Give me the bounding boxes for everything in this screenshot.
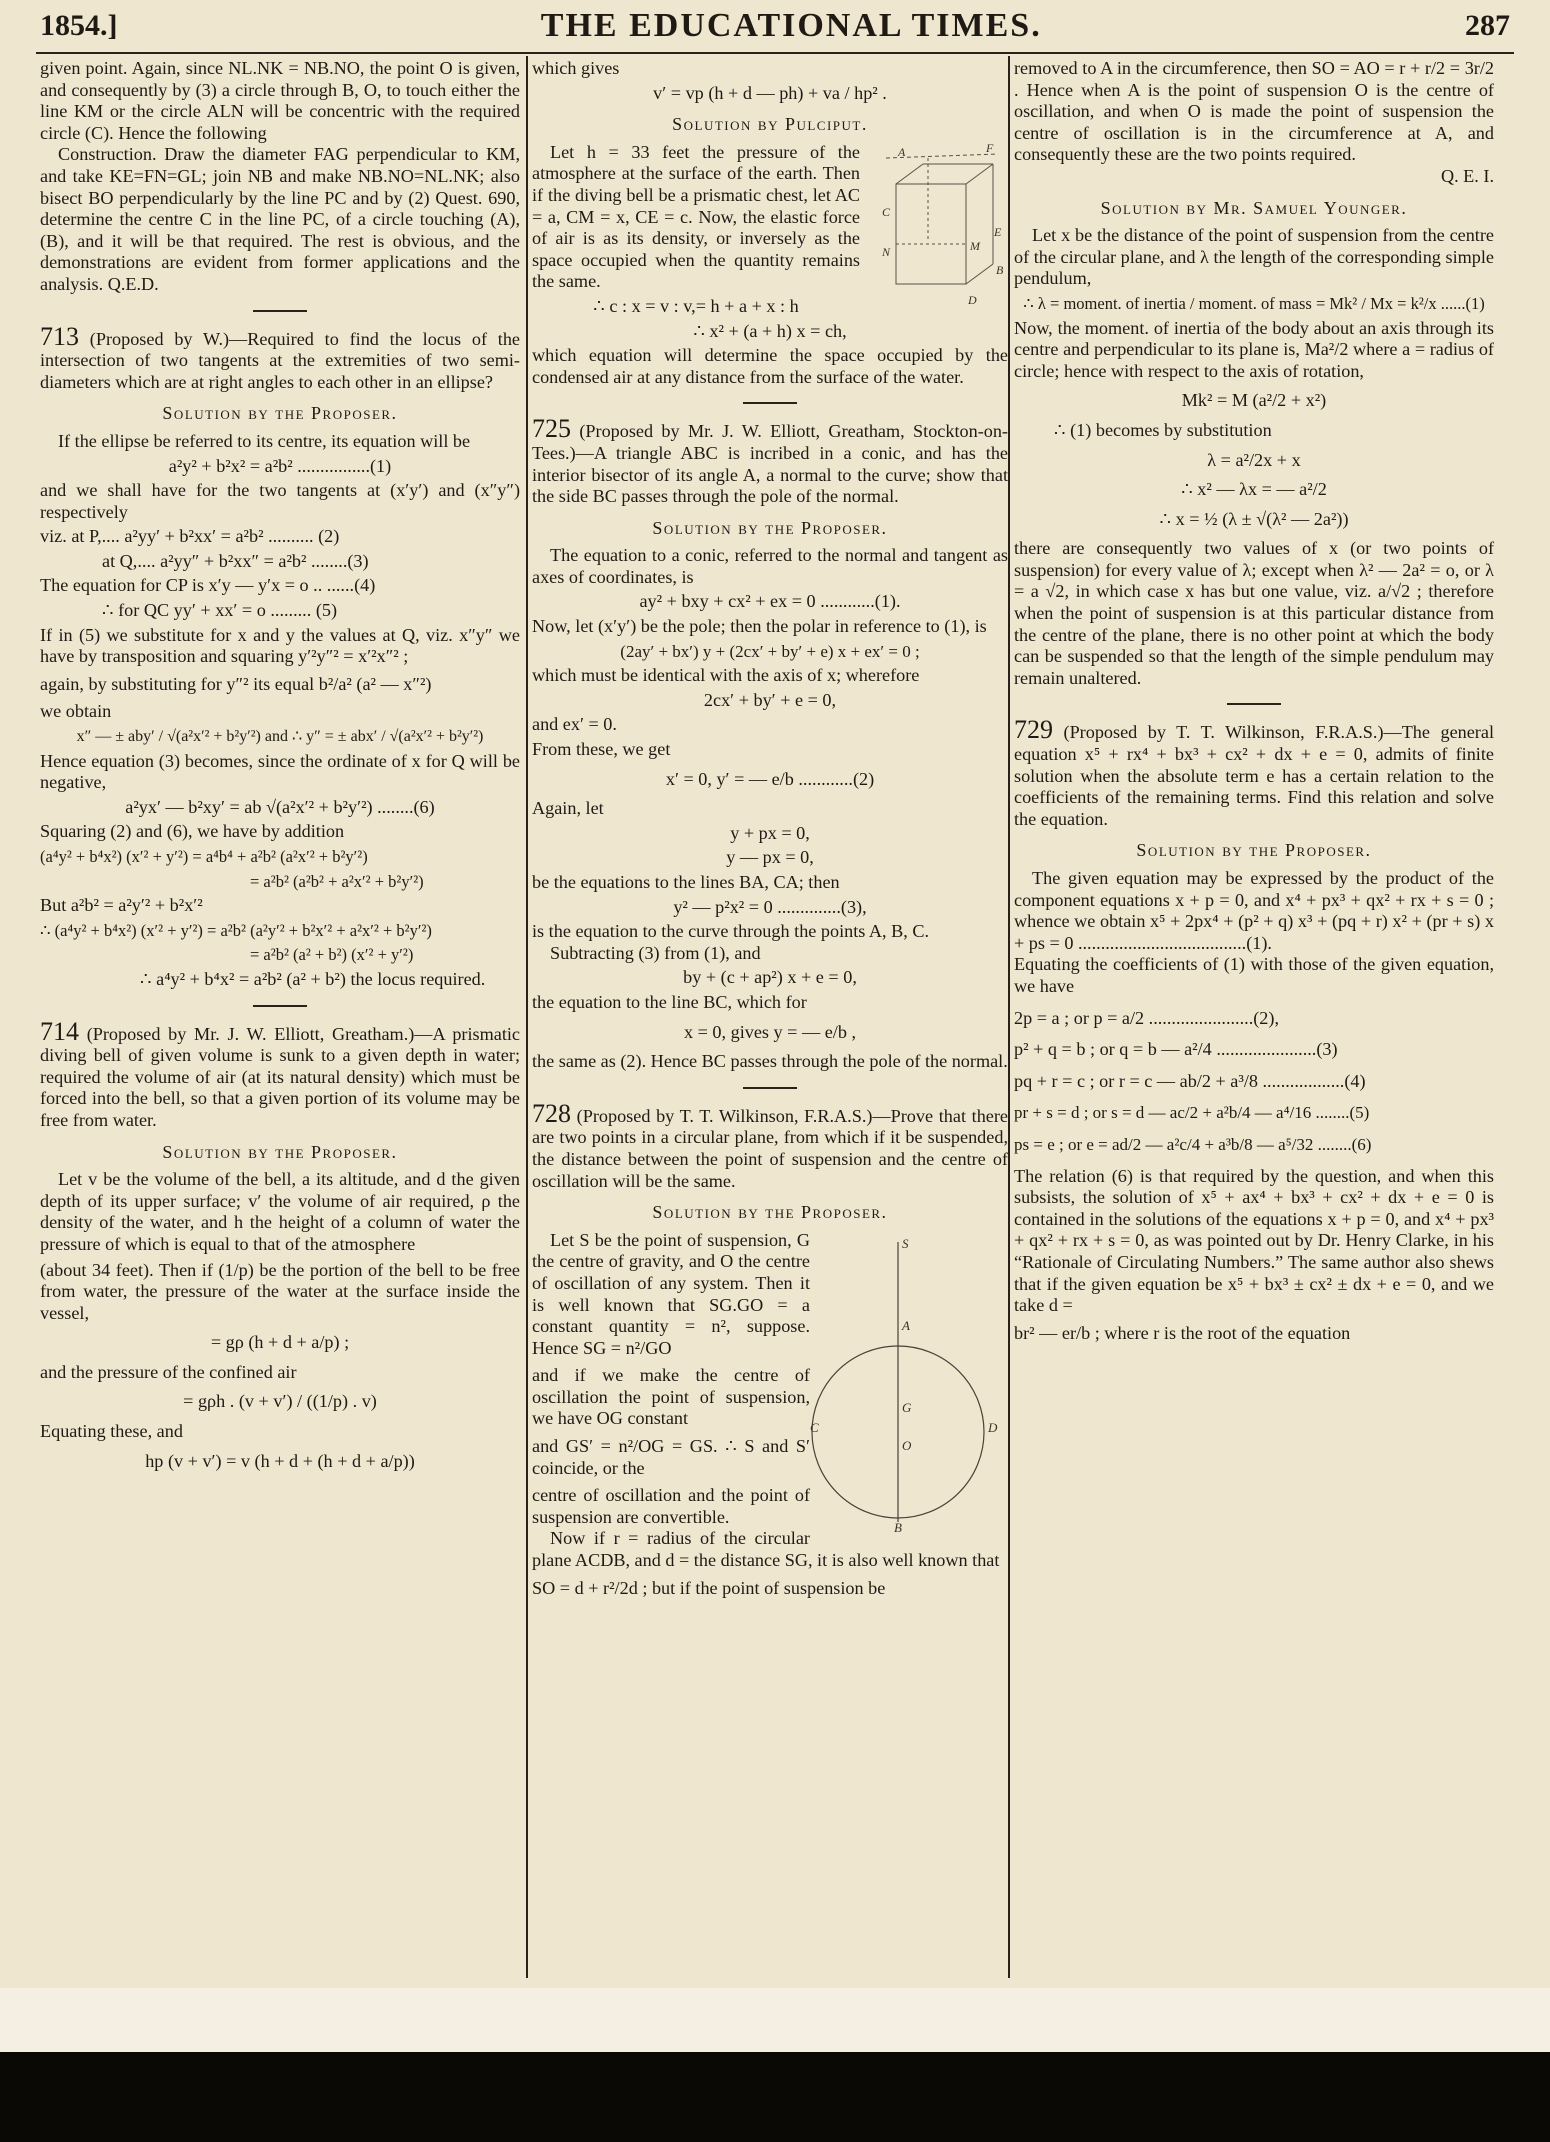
equation-11: ∴ (a⁴y² + b⁴x²) (x′² + y′²) = a²b² (a²y′² + b²x′² + a²x′² + b²y′²) [40,920,432,940]
col1-p10: and the pressure of the confined air [40,1361,297,1382]
equation-1: a²y² + b²x² = a²b² ................(1) [168,455,392,476]
equation-lambda-sub: λ = a²/2x + x [1207,449,1301,470]
equation-2: viz. at P,.... a²yy′ + b²xx′ = a²b² .......... (2) [40,526,340,547]
question-713-number: 713 [40,321,79,351]
col2-p17: centre of oscillation and the point of suspension are convertible. [532,1485,810,1527]
equation-4: The equation for CP is x′y — y′x = o .. ......(4) [40,575,376,596]
equation-3: at Q,.... a²yy″ + b²xx″ = a²b² ........(3) [102,550,369,571]
equation-coef-5: pr + s = d ; or s = d — ac/2 + a²b/4 — a⁴/16 ........(5) [1014,1103,1370,1123]
equation-quadratic: ∴ x² + (a + h) x = ch, [693,320,847,341]
col2-p4: The equation to a conic, referred to the normal and tangent as axes of coordinates, is [532,545,1008,587]
scan-margin [0,1988,1550,2052]
solution-heading: Solution by the Proposer. [652,1202,888,1223]
col2-p2: Let h = 33 feet the pressure of the atmosphere at the surface of the earth. Then if the diving bell be a prismatic chest, let AC = a, CM = x, CE = c. Now, the elastic force of air is as its density, or inversely as the space occupied when the quantity remains the same. [532,141,860,292]
diving-bell-figure [868,140,1008,314]
equation-16: hp (v + v′) = v (h + d + (h + d + a/p)) [145,1450,415,1471]
equation-ratio: ∴ c : x = v : v,= h + a + x : h [593,295,799,316]
fig1-label: D [968,292,977,307]
equation-5: ∴ for QC yy′ + xx′ = o ......... (5) [102,600,338,621]
col2-p18: Now if r = radius of the circular plane ACDB, and d = the distance SG, it is also well known that [532,1528,1000,1571]
col2-p6: which must be identical with the axis of x; wherefore [532,665,920,686]
fig1-label: B [996,262,1004,277]
equation-v-prime: v′ = vp (h + d — ph) + va / hp² . [653,82,887,103]
col3-p5: there are consequently two values of x (or two points of suspension) for every value of λ; except when λ² — 2a² = o, or λ = a √2, in which case x has but one value, viz. a/√2 ; therefore when the point of suspension is at this particular distance from the centre of the plane, there is no other point at which the body can be suspended so that the length of the simple pendulum may remain unaltered. [1014,538,1494,688]
column-1 [40,58,520,1958]
fig2-label: A [902,1317,910,1333]
col2-p7: From these, we get [532,739,671,760]
fig1-label: M [970,238,980,253]
column-2 [532,58,1008,1958]
equation-x-zero: x = 0, gives y = — e/b , [683,1021,857,1042]
col1-intro: given point. Again, since NL.NK = NB.NO, the point O is given, and consequently by (3) a circle through B, O, to touch either the line KM or the circle ALN will be concentric with the required circle (C). Hence the following [40,58,520,143]
equation-13: ∴ a⁴y² + b⁴x² = a²b² (a² + b²) the locus required. [140,968,486,989]
scan-bottom-border [0,2052,1550,2142]
col1-p1: If the ellipse be referred to its centre, its equation will be [58,430,471,451]
col3-p9: br² — er/b ; where r is the root of the equation [1014,1322,1351,1343]
equation-bc: by + (c + ap²) x + e = 0, [683,967,857,988]
col2-p19: SO = d + r²/2d ; but if the point of suspension be [532,1577,886,1598]
col3-qei: Q. E. I. [1440,165,1494,186]
col3-p7: Equating the coefficients of (1) with those of the given equation, we have [1014,954,1494,996]
equation-9: = a²b² (a²b² + a²x′² + b²y′²) [250,871,424,891]
col1-p7: Squaring (2) and (6), we have by addition [40,821,345,842]
col1-p4: again, by substituting for y″² its equal b²/a² (a² — x″²) [40,673,432,694]
equation-lambda: ∴ λ = moment. of inertia / moment. of mass = Mk² / Mx = k²/x ......(1) [1023,293,1485,313]
column-rule-2 [1008,56,1010,1978]
col2-p8: Again, let [532,798,604,819]
column-rule-1 [526,56,528,1978]
equation-15: = gρh . (v + v′) / ((1/p) . v) [183,1391,377,1412]
col2-p14: Let S be the point of suspension, G the centre of gravity, and O the centre of oscillation of any system. Then it is well known that SG.GO = a constant quantity = n², suppose. Hence SG = n²/GO [532,1229,810,1358]
col1-p11: Equating these, and [40,1421,183,1442]
fig1-label: A [898,144,906,159]
equation-coef-4: pq + r = c ; or r = c — ab/2 + a³/8 ..................(4) [1014,1070,1366,1091]
equation-coef-6: ps = e ; or e = ad/2 — a²c/4 + a³b/8 — a⁵/32 ........(6) [1014,1134,1372,1154]
col1-p3: If in (5) we substitute for x and y the values at Q, viz. x″y″ we have by transposition and squaring y′²y″² = x′²x″² ; [40,624,520,667]
question-714-number: 714 [40,1016,79,1046]
col2-p5: Now, let (x′y′) be the pole; then the polar in reference to (1), is [532,616,987,637]
col1-p8: Let v be the volume of the bell, a its altitude, and d the given depth of its upper surface; v′ the volume of air required, ρ the density of the water, and h the height of a column of water the pressure of which is equal to that of the atmosphere [40,1169,520,1254]
equation-10: But a²b² = a²y′² + b²x′² [40,895,203,916]
col3-p6: The given equation may be expressed by the product of the component equations x + p = 0, and x⁴ + px³ + qx² + rx + s = 0 ; whence we obtain x⁵ + 2px⁴ + (p² + q) x³ + (pq + r) x² + (pr + s) x + ps = 0 .....................................(1). [1014,868,1494,953]
question-728-number: 728 [532,1098,571,1128]
equation-curve: y² — p²x² = 0 ..............(3), [673,896,867,917]
col1-p2: and we shall have for the two tangents at (x′y′) and (x″y″) respectively [40,480,520,522]
separator [743,402,797,404]
solution-heading: Solution by the Proposer. [162,403,398,424]
equation-x-lambda: ∴ x² — λx = — a²/2 [1181,479,1327,500]
separator [253,310,307,312]
col3-p2: Let x be the distance of the point of suspension from the centre of the circular plane, and λ the length of the corresponding simple pendulum, [1014,225,1494,289]
fig1-label: E [994,224,1002,239]
solution-heading: Solution by Pulciput. [672,114,868,135]
separator [743,1087,797,1089]
equation-x-solution: ∴ x = ½ (λ ± √(λ² — 2a²)) [1159,508,1349,529]
page-header [40,4,1510,48]
col2-p11: Subtracting (3) from (1), and [550,942,761,963]
separator [1227,703,1281,705]
equation-coef-2: 2p = a ; or p = a/2 .......................(2), [1014,1007,1279,1028]
question-713-text: (Proposed by W.)—Required to find the locus of the intersection of two tangents at the extremities of two semi-diameters which are at right angles to each other in an ellipse? [40,328,520,392]
question-725-text: (Proposed by Mr. J. W. Elliott, Greatham, Stockton-on-Tees.)—A triangle ABC is incribed in a conic, and has the interior bisector of its angle A, a normal to the curve; show that the side BC passes through the pole of the normal. [532,421,1008,507]
circular-plane-figure [810,1232,1008,1535]
equation-line-1: y + px = 0, [730,822,810,843]
fig2-label: B [894,1519,902,1535]
equation-polar: (2ay′ + bx′) y + (2cx′ + by′ + e) x + ex′ = 0 ; [620,641,920,661]
fig2-label: C [810,1419,819,1435]
header-year: 1854.] [40,9,118,42]
fig2-label: O [902,1437,912,1453]
equation-7: a²yx′ — b²xy′ = ab √(a²x′² + b²y′²) ........(6) [125,796,435,817]
fig2-label: G [902,1399,912,1415]
col2-p3: which equation will determine the space occupied by the condensed air at any distance from the surface of the water. [532,345,1008,387]
col2-p10: is the equation to the curve through the points A, B, C. [532,921,930,942]
equation-inertia: Mk² = M (a²/2 + x²) [1181,390,1327,411]
equation-line-2: y — px = 0, [726,847,814,868]
equation-6: x″ — ± aby′ / √(a²x′² + b²y′²) and ∴ y″ = ± abx′ / √(a²x′² + b²y′²) [76,728,484,746]
fig2-label: D [988,1419,998,1435]
col1-construction: Construction. Draw the diameter FAG perpendicular to KM, and take KE=FN=GL; join NB and make NB.NO=NL.NK; also bisect BO perpendicularly by the line PC and by (2) Quest. 690, determine the centre C in the line PC, of a circle touching (A), (B), and it will be that required. The rest is obvious, and the demonstrations are evident from former applications and the analysis. Q.E.D. [40,144,520,294]
question-729-text: (Proposed by T. T. Wilkinson, F.R.A.S.)—The general equation x⁵ + rx⁴ + bx³ + cx² + dx + e = 0, admits of finite solution when the absolute term e has a certain relation to the coefficients of the remaining terms. Find this relation and solve the equation. [1014,722,1494,829]
equation-coef-3: p² + q = b ; or q = b — a²/4 ......................(3) [1014,1039,1338,1060]
col3-p8: The relation (6) is that required by the question, and when this subsists, the solution of x⁵ + ax⁴ + bx³ + cx² + dx + e = 0 is contained in the solutions of the equations x + p = 0, and x⁴ + px³ + qx² + rx + s = 0, as was pointed out by Dr. Henry Clarke, in his “Rationale of Circulating Numbers.” The same author also shews that if the given equation be x⁵ + bx³ ± cx² ± dx + e = 0, and we take d = [1014,1165,1494,1316]
equation-14: = gρ (h + d + a/p) ; [210,1332,350,1353]
col2-p1: which gives [532,58,620,78]
equation-identity-1: 2cx′ + by′ + e = 0, [703,689,837,710]
col3-p1: removed to A in the circumference, then SO = AO = r + r/2 = 3r/2 . Hence when A is the point of suspension O is the centre of oscillation, and when O is made the point of suspension the centre of oscillation is in the circumference at A, and consequently these are the two points required. [1014,58,1494,165]
header-page-number: 287 [1464,9,1510,42]
fig1-label: N [882,244,891,259]
equation-12: = a²b² (a² + b²) (x′² + y′²) [250,945,414,965]
header-title: THE EDUCATIONAL TIMES. [540,7,1042,44]
col2-p12: the equation to the line BC, which for [532,991,807,1012]
equation-identity-2: and ex′ = 0. [532,714,617,735]
fig1-label: C [882,204,891,219]
column-3 [1014,58,1494,1958]
col2-p15: and if we make the centre of oscillation the point of suspension, we have OG constant [532,1365,810,1429]
col2-p16: and GS′ = n²/OG = GS. ∴ S and S′ coincide, or the [532,1436,810,1478]
solution-heading: Solution by the Proposer. [652,517,888,538]
equation-8: (a⁴y² + b⁴x²) (x′² + y′²) = a⁴b⁴ + a²b² (a²x′² + b²y′²) [40,847,368,866]
equation-conic: ay² + bxy + cx² + ex = 0 ............(1). [639,591,901,612]
col2-p9: be the equations to the lines BA, CA; then [532,872,840,892]
solution-heading: Solution by Mr. Samuel Younger. [1100,197,1408,218]
col3-p3: Now, the moment. of inertia of the body about an axis through its centre and perpendicular to its plane is, Ma²/2 where a = radius of circle; hence with respect to the axis of rotation, [1014,317,1494,381]
fig1-label: F [986,140,994,155]
col3-p4: ∴ (1) becomes by substitution [1054,419,1272,440]
col1-p6: Hence equation (3) becomes, since the ordinate of x for Q will be negative, [40,750,520,793]
col2-p13: the same as (2). Hence BC passes through the pole of the normal. [532,1051,1008,1072]
fig2-label: S [902,1235,909,1251]
question-714-text: (Proposed by Mr. J. W. Elliott, Greatham.)—A prismatic diving bell of given volume is sunk to a given depth in water; required the volume of air (at its natural density) which must be forced into the bell, so that a given portion of its volume may be free from water. [40,1023,520,1130]
question-728-text: (Proposed by T. T. Wilkinson, F.R.A.S.)—Prove that there are two points in a circular plane, from which if it be suspended, the distance between the point of suspension and the centre of oscillation will be the same. [532,1105,1009,1191]
question-725-number: 725 [532,414,571,444]
separator [253,1005,307,1007]
header-rule [36,52,1514,54]
question-729-number: 729 [1014,715,1053,745]
col1-p9: (about 34 feet). Then if (1/p) be the portion of the bell to be free from water, the pressure of the water at the surface inside the vessel, [40,1259,520,1323]
solution-heading: Solution by the Proposer. [162,1141,398,1162]
solution-heading: Solution by the Proposer. [1136,840,1372,861]
col1-p5: we obtain [40,701,112,722]
equation-pole: x′ = 0, y′ = — e/b ............(2) [665,768,875,789]
